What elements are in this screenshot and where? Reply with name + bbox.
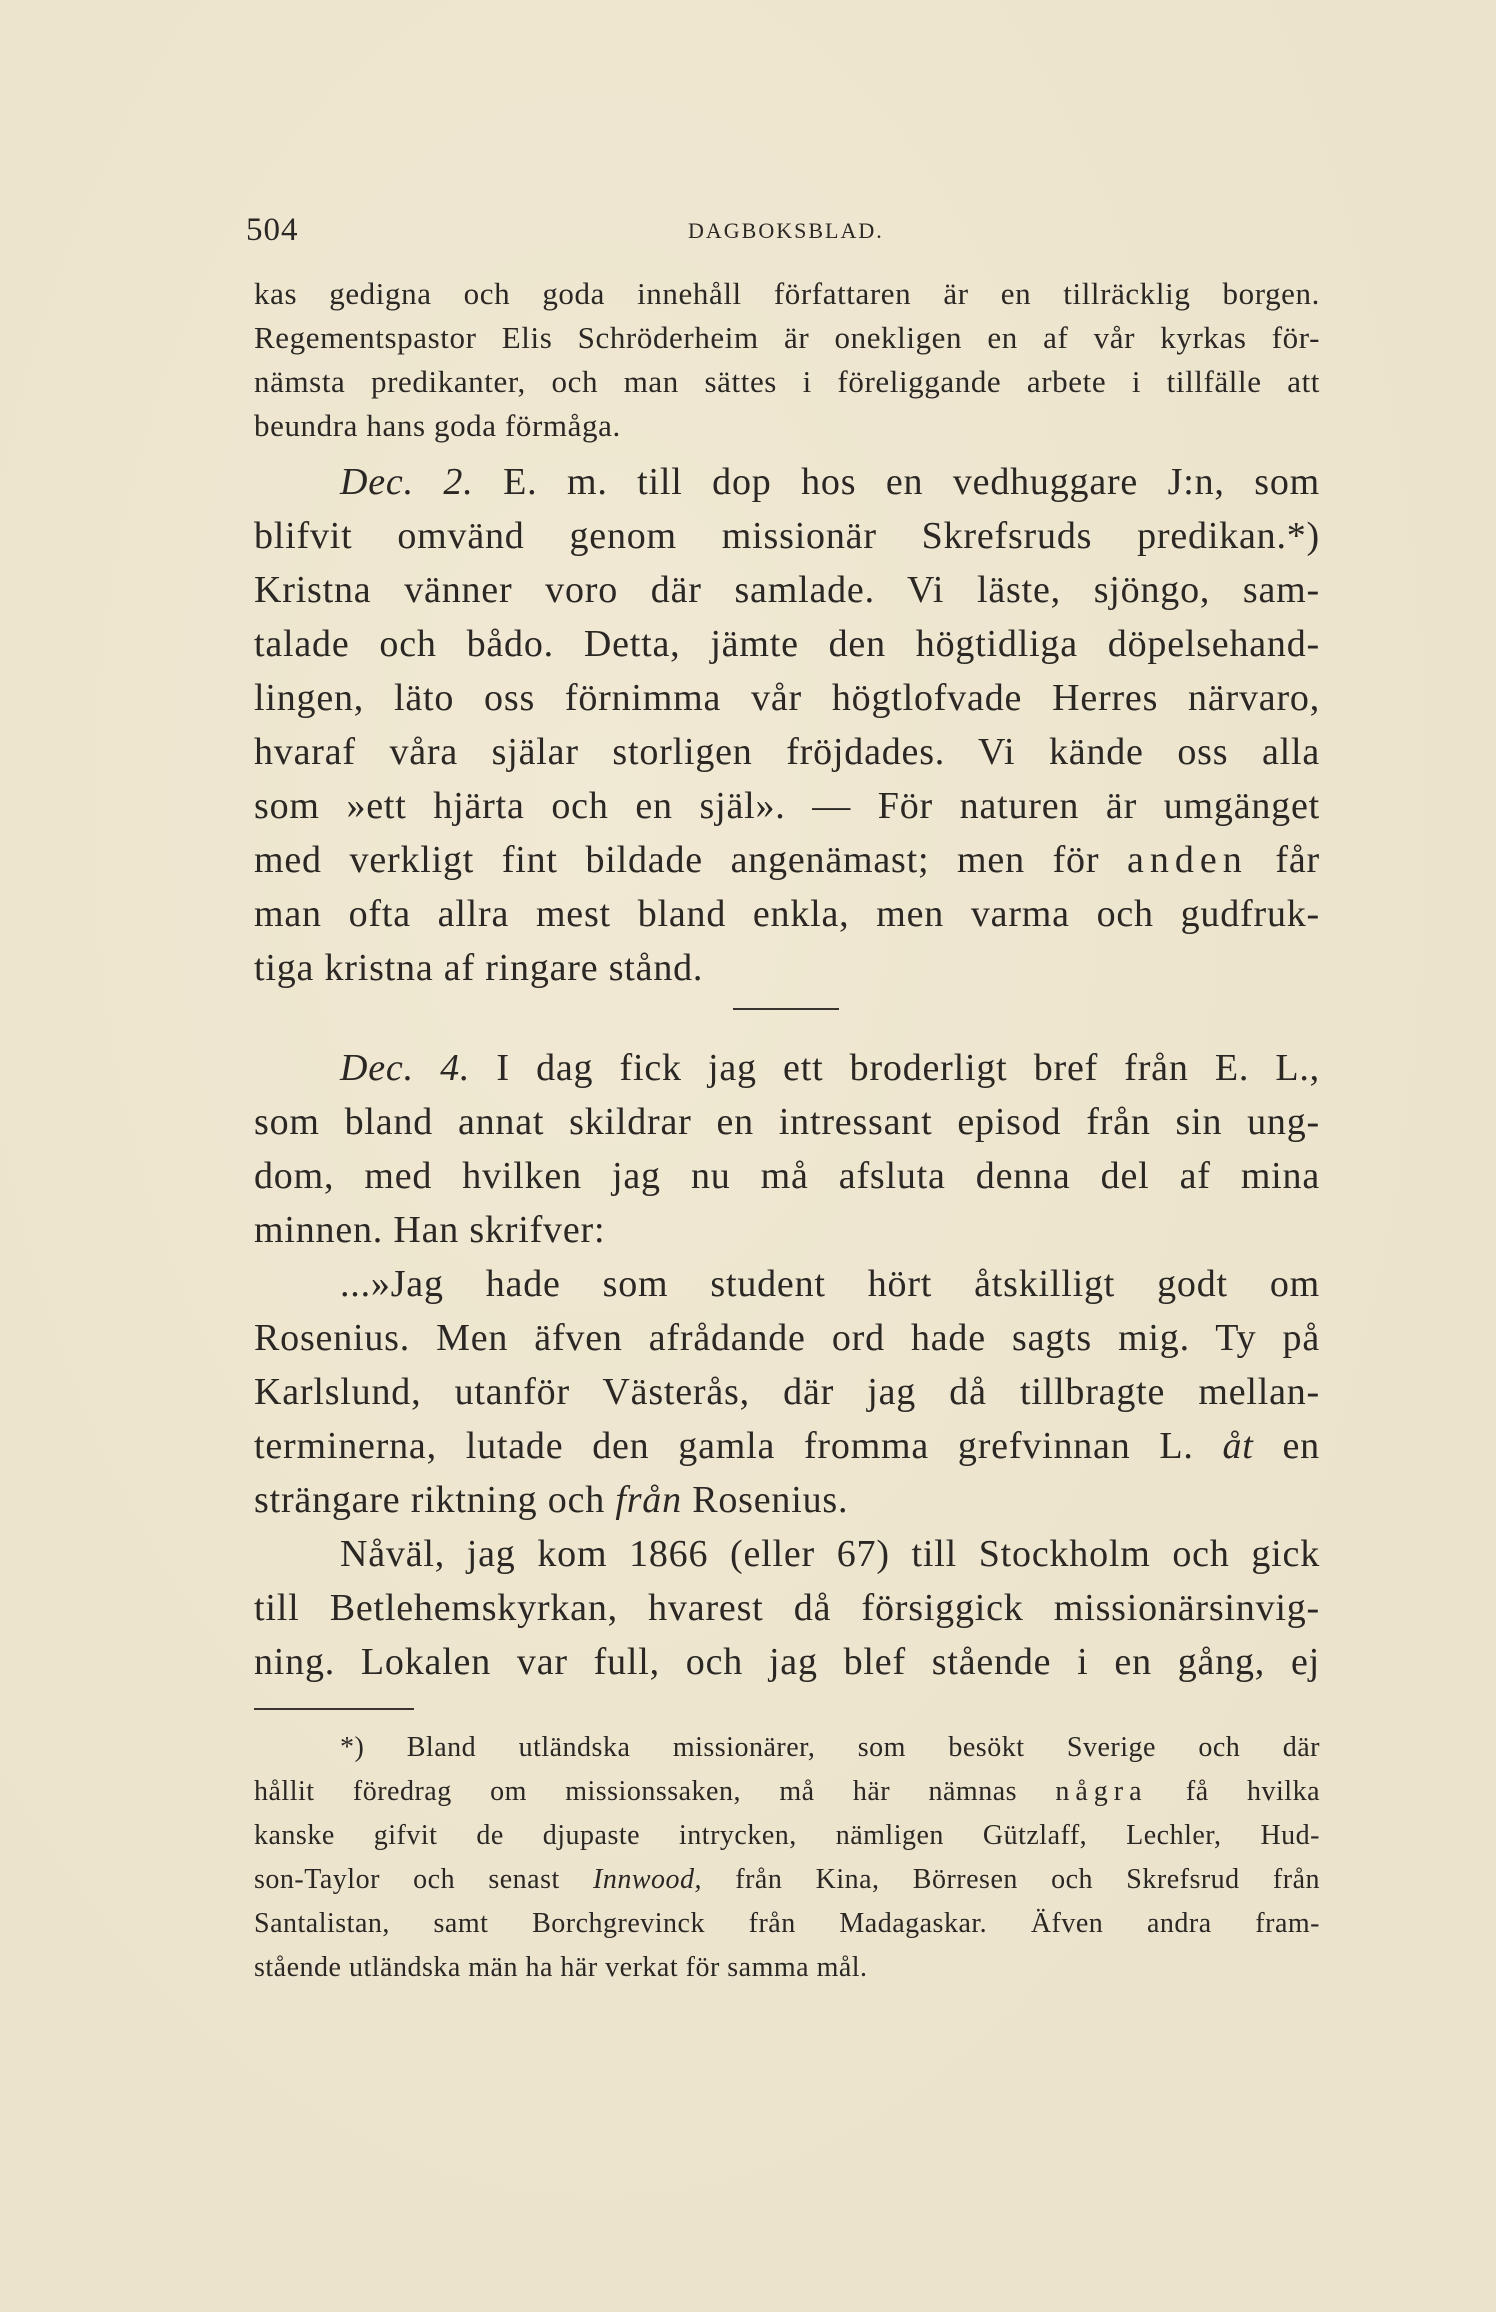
dec2-line: Kristna vänner voro där samlade. Vi läste, sjöngo, sam- <box>254 569 1320 611</box>
page-number: 504 <box>246 212 299 248</box>
letter-text: en <box>1282 1425 1320 1467</box>
dec2-line: lingen, läto oss förnimma vår högtlofvade Herres närvaro, <box>254 677 1320 719</box>
entry-date: Dec. 4. <box>340 1047 471 1089</box>
entry-date: Dec. 2. <box>340 461 474 503</box>
letter-line: ning. Lokalen var full, och jag blef stående i en gång, ej <box>254 1641 1320 1683</box>
footnote-spaced: några <box>1055 1776 1148 1807</box>
letter-line: till Betlehemskyrkan, hvarest då försiggick missionärsinvig- <box>254 1587 1320 1629</box>
intro-line-3: nämsta predikanter, och man sättes i föreliggande arbete i tillfälle att <box>254 364 1320 399</box>
letter-text: terminerna, lutade den gamla fromma grefvinnan L. <box>254 1425 1194 1467</box>
dec4-first-line <box>340 1046 1320 1090</box>
letter-line-fran <box>254 1478 1320 1522</box>
page-header <box>246 212 1322 252</box>
letter-text: strängare riktning och <box>254 1479 606 1521</box>
footnote-italic: Innwood, <box>593 1864 703 1895</box>
dec2-first-line-text: E. m. till dop hos en vedhuggare J:n, som <box>503 461 1320 503</box>
dec4-line: dom, med hvilken jag nu må afsluta denna del af mina <box>254 1155 1320 1197</box>
footnote-line-2 <box>254 1776 1320 1808</box>
letter-line: Nåväl, jag kom 1866 (eller 67) till Stockholm och gick <box>340 1533 1320 1575</box>
footnote-text: få hvilka <box>1147 1776 1320 1807</box>
dec2-anden-spaced: anden <box>1126 839 1248 881</box>
running-title: DAGBOKSBLAD. <box>688 218 884 243</box>
letter-line: Karlslund, utanför Västerås, där jag då tillbragte mellan- <box>254 1371 1320 1413</box>
letter-line: ...»Jag hade som student hört åtskilligt godt om <box>340 1263 1320 1305</box>
footnote-text: son-Taylor och senast <box>254 1864 594 1895</box>
dec4-first-line-text: I dag fick jag ett broderligt bref från E. L., <box>496 1047 1320 1089</box>
dec2-line: som »ett hjärta och en själ». — För naturen är umgänget <box>254 785 1320 827</box>
footnote-line-4 <box>254 1864 1320 1896</box>
intro-line-1: kas gedigna och goda innehåll författaren är en tillräcklig borgen. <box>254 276 1320 311</box>
footnote-divider <box>254 1708 414 1710</box>
intro-line-4: beundra hans goda förmåga. <box>254 408 621 443</box>
dec2-anden-after: får <box>1247 839 1320 881</box>
intro-line-2: Regementspastor Elis Schröderheim är onekligen en af vår kyrkas för- <box>254 320 1320 355</box>
footnote-text: från Kina, Börresen och Skrefsrud från <box>702 1864 1321 1895</box>
dec2-line: hvaraf våra själar storligen fröjdades. Vi kände oss alla <box>254 731 1320 773</box>
dec2-line: talade och bådo. Detta, jämte den högtidliga döpelsehand- <box>254 623 1320 665</box>
letter-italic-fran: från <box>615 1479 682 1521</box>
dec2-first-line <box>340 460 1320 504</box>
dec2-line: tiga kristna af ringare stånd. <box>254 947 704 989</box>
dec2-line-anden <box>254 838 1320 882</box>
footnote-text: hållit föredrag om missionssaken, må här nämnas <box>254 1776 1056 1807</box>
footnote-line: *) Bland utländska missionärer, som besökt Sverige och där <box>340 1732 1320 1763</box>
dec2-anden-before: med verkligt fint bildade angenämast; men för <box>254 839 1127 881</box>
letter-line: Rosenius. Men äfven afrådande ord hade sagts mig. Ty på <box>254 1317 1320 1359</box>
letter-italic-at: åt <box>1222 1425 1254 1467</box>
footnote-line: Santalistan, samt Borchgrevinck från Madagaskar. Äfven andra fram- <box>254 1908 1320 1939</box>
dec2-line: blifvit omvänd genom missionär Skrefsruds predikan.*) <box>254 515 1320 557</box>
dec4-line: minnen. Han skrifver: <box>254 1209 606 1251</box>
dec2-line: man ofta allra mest bland enkla, men varma och gudfruk- <box>254 893 1320 935</box>
letter-text: Rosenius. <box>692 1479 849 1521</box>
section-divider <box>733 1008 839 1010</box>
dec4-line: som bland annat skildrar en intressant episod från sin ung- <box>254 1101 1320 1143</box>
footnote-line: kanske gifvit de djupaste intrycken, nämligen Gützlaff, Lechler, Hud- <box>254 1820 1320 1851</box>
letter-line-at <box>254 1424 1320 1468</box>
footnote-line: stående utländska män ha här verkat för samma mål. <box>254 1952 868 1983</box>
